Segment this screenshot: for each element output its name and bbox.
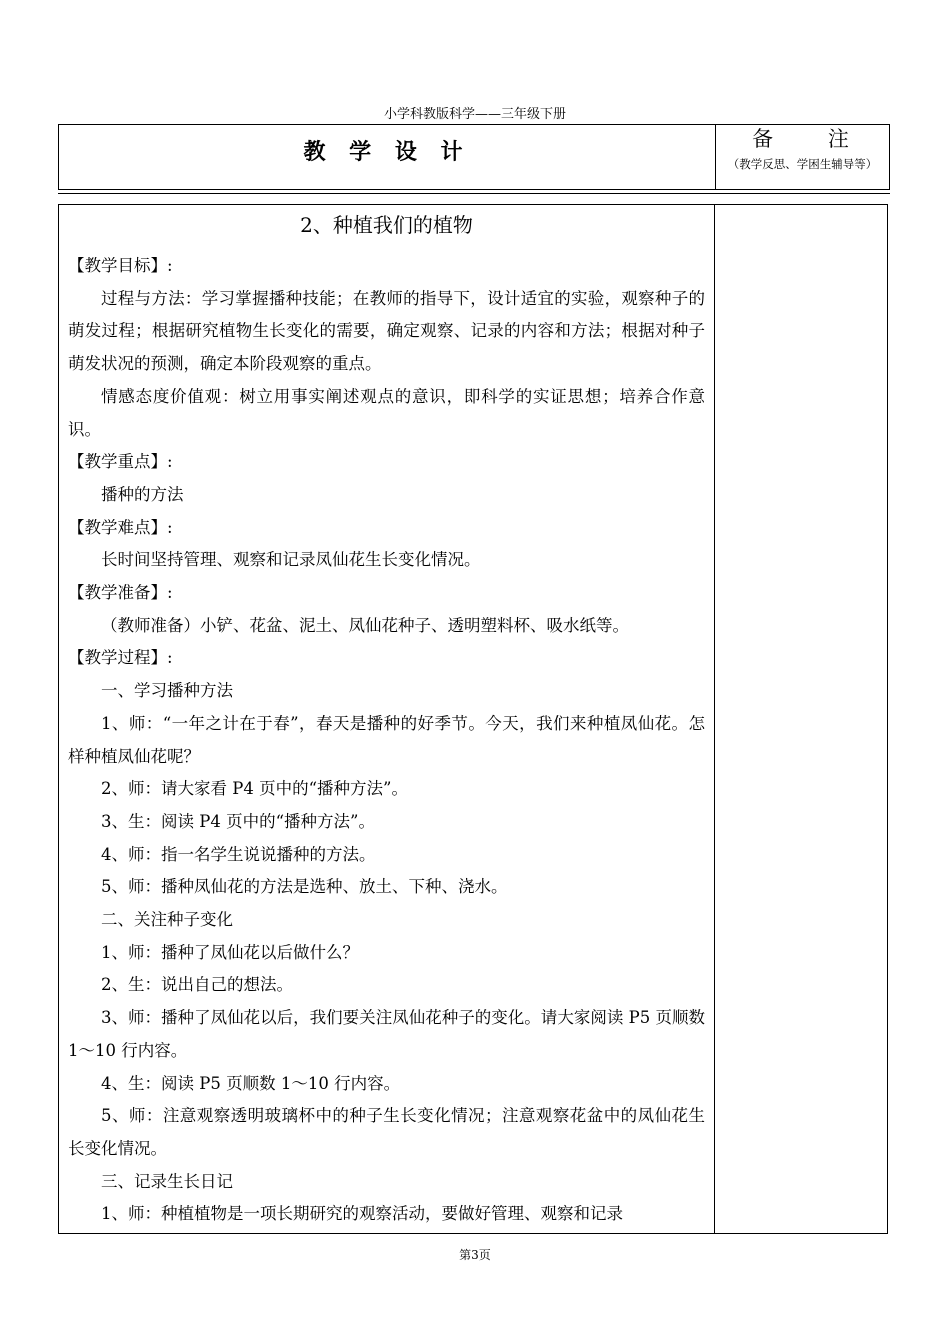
remarks-column xyxy=(715,205,887,1233)
body-paragraph: 3、生：阅读 P4 页中的“播种方法”。 xyxy=(101,811,375,831)
section-heading: 【教学重点】: xyxy=(68,452,173,472)
body-paragraph: 一、学习播种方法 xyxy=(101,681,233,701)
running-header: 小学科教版科学——三年级下册 xyxy=(383,107,566,122)
body-paragraph: （教师准备）小铲、花盆、泥土、凤仙花种子、透明塑料杯、吸水纸等。 xyxy=(101,615,629,635)
lesson-table xyxy=(58,204,888,1234)
body-paragraph: 播种的方法 xyxy=(101,484,184,504)
body-paragraph: 5、师：注意观察透明玻璃杯中的种子生长变化情况；注意观察花盆中的凤仙花生长变化情况。 xyxy=(68,1106,705,1158)
body-paragraph: 二、关注种子变化 xyxy=(101,910,233,930)
remarks-header-cell xyxy=(716,125,889,189)
section-heading: 【教学目标】: xyxy=(68,256,173,275)
design-header-title: 教 学 设 计 xyxy=(303,140,471,165)
body-paragraph: 4、生：阅读 P5 页顺数 1～10 行内容。 xyxy=(101,1073,401,1093)
body-paragraph: 1、师：播种了凤仙花以后做什么？ xyxy=(101,942,359,962)
design-header-cell xyxy=(59,125,716,189)
body-paragraph: 情感态度价值观：树立用事实阐述观点的意识，即科学的实证思想；培养合作意识。 xyxy=(68,386,705,439)
remarks-header-subtitle: （教学反思、学困生辅导等） xyxy=(727,157,878,171)
header-table xyxy=(58,124,890,190)
header-rule xyxy=(58,190,890,194)
body-paragraph: 长时间坚持管理、观察和记录凤仙花生长变化情况。 xyxy=(101,550,481,570)
body-paragraph: 5、师：播种凤仙花的方法是选种、放土、下种、浇水。 xyxy=(101,877,508,897)
body-paragraph: 1、师：种植植物是一项长期研究的观察活动，要做好管理、观察和记录 xyxy=(101,1204,623,1224)
body-paragraph: 2、生：说出自己的想法。 xyxy=(101,975,293,995)
lesson-content-cell xyxy=(59,205,715,1233)
lesson-body xyxy=(68,250,705,1231)
lesson-title: 2、种植我们的植物 xyxy=(300,213,473,237)
body-paragraph: 1、师：“一年之计在于春”，春天是播种的好季节。今天，我们来种植凤仙花。怎样种植凤仙花呢？ xyxy=(68,713,705,766)
body-paragraph: 3、师：播种了凤仙花以后，我们要关注凤仙花种子的变化。请大家阅读 P5 页顺数 1～10 行内容。 xyxy=(68,1008,705,1060)
remarks-header-title: 备 注 xyxy=(752,127,873,151)
section-heading: 【教学难点】: xyxy=(68,517,173,537)
section-heading: 【教学准备】: xyxy=(68,583,173,603)
section-heading: 【教学过程】: xyxy=(68,648,173,668)
page-number: 第3页 xyxy=(459,1248,491,1262)
body-paragraph: 4、师：指一名学生说说播种的方法。 xyxy=(101,844,376,864)
body-paragraph: 三、记录生长日记 xyxy=(101,1171,233,1191)
body-paragraph: 2、师：请大家看 P4 页中的“播种方法”。 xyxy=(101,779,408,799)
body-paragraph: 过程与方法：学习掌握播种技能；在教师的指导下，设计适宜的实验，观察种子的萌发过程；根据研究植物生长变化的需要，确定观察、记录的内容和方法；根据对种子萌发状况的预测，确定本阶段观察的重点。 xyxy=(68,288,705,374)
